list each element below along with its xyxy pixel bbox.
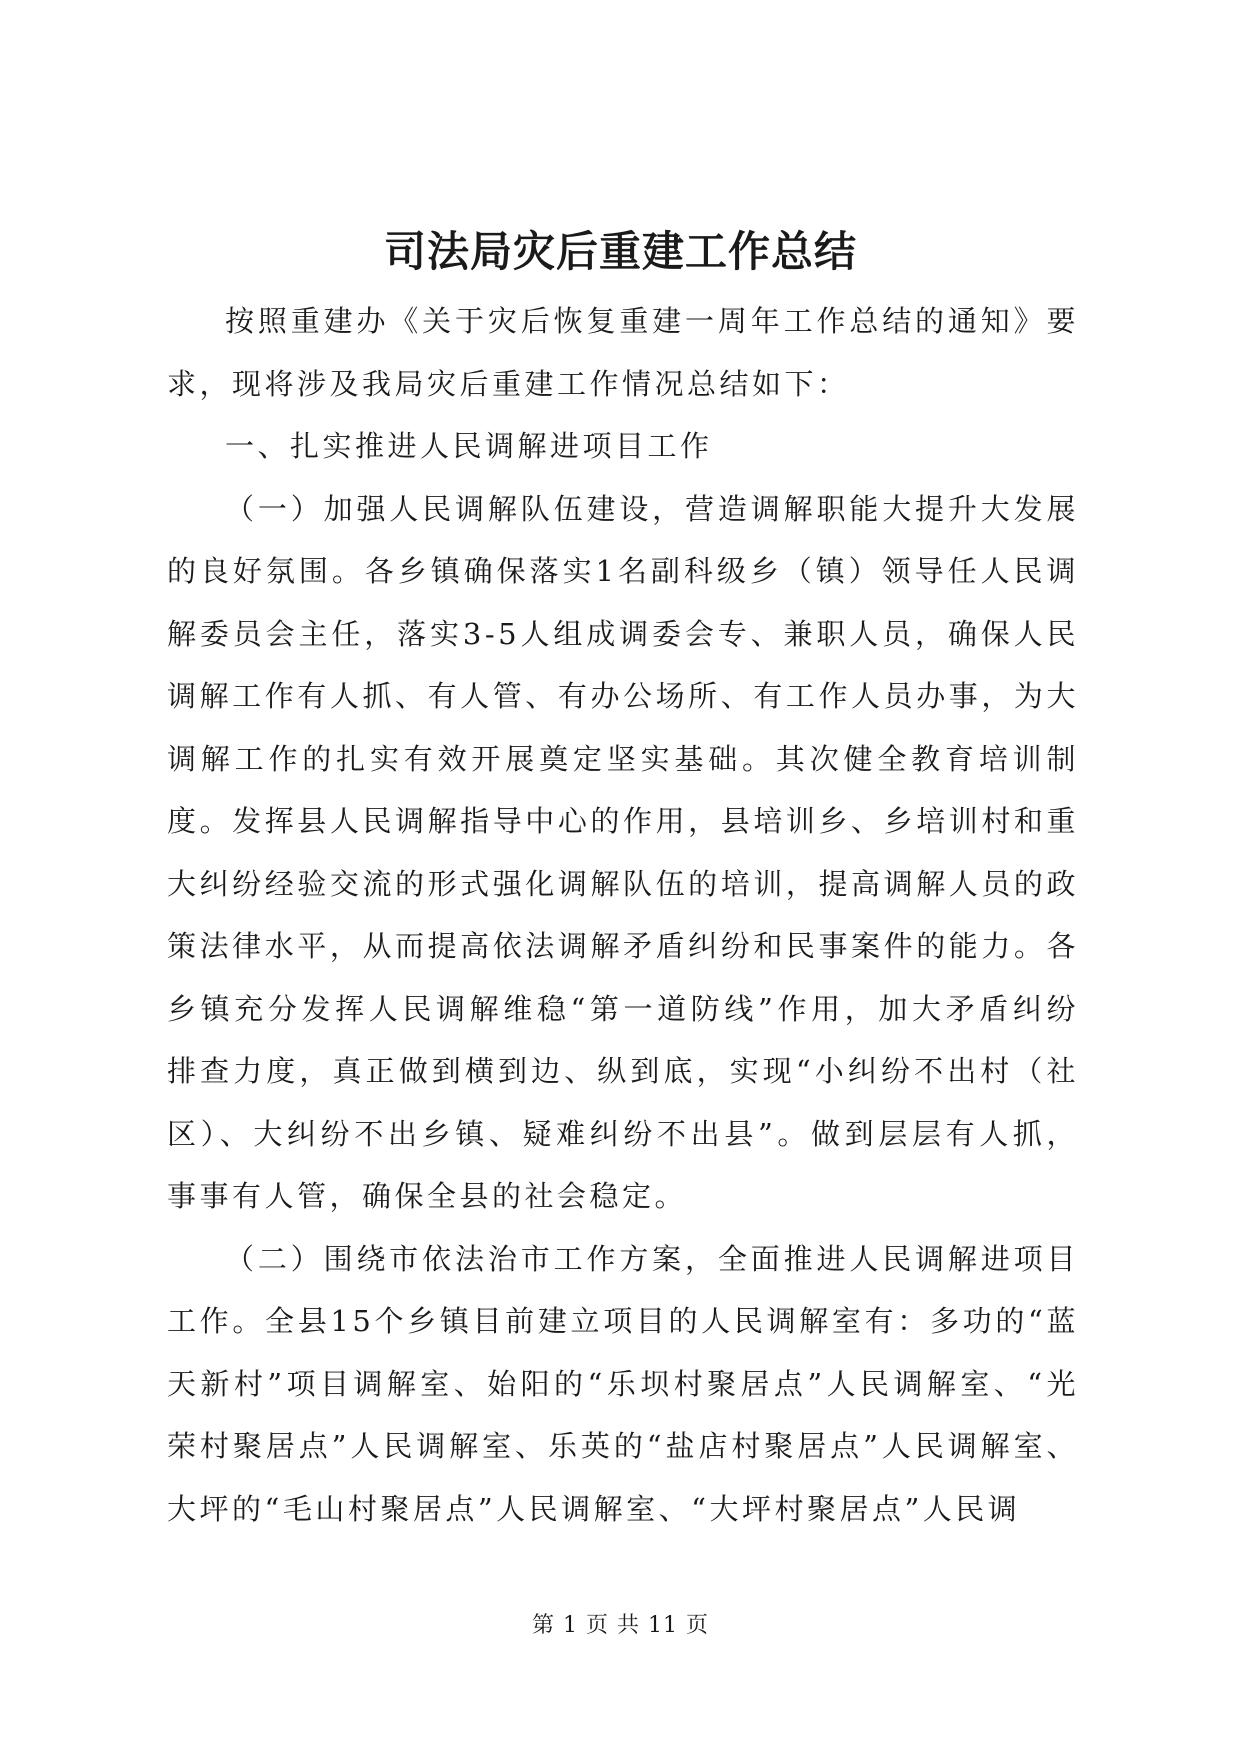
paragraph-2: （二）围绕市依法治市工作方案，全面推进人民调解进项目工作。全县15个乡镇目前建立项目的人民调解室有：多功的“蓝天新村”项目调解室、始阳的“乐坝村聚居点”人民调解室、“光荣村聚居点”人民调解室、乐英的“盐店村聚居点”人民调解室、大坪的“毛山村聚居点”人民调解室、“大坪村聚居点”人民调 (167, 1241, 1079, 1526)
page-number-footer: 第 1 页 共 11 页 (532, 1613, 709, 1638)
document-body (167, 290, 1079, 1540)
document-title: 司法局灾后重建工作总结 (383, 227, 857, 276)
paragraph-1: （一）加强人民调解队伍建设，营造调解职能大提升大发展的良好氛围。各乡镇确保落实1名副科级乡（镇）领导任人民调解委员会主任，落实3-5人组成调委会专、兼职人员，确保人民调解工作有人抓、有人管、有办公场所、有工作人员办事，为大调解工作的扎实有效开展奠定坚实基础。其次健全教育培训制度。发挥县人民调解指导中心的作用，县培训乡、乡培训村和重大纠纷经验交流的形式强化调解队伍的培训，提高调解人员的政策法律水平，从而提高依法调解矛盾纠纷和民事案件的能力。各乡镇充分发挥人民调解维稳“第一道防线”作用，加大矛盾纠纷排查力度，真正做到横到边、纵到底，实现“小纠纷不出村（社区）、大纠纷不出乡镇、疑难纠纷不出县”。做到层层有人抓，事事有人管，确保全县的社会稳定。 (167, 491, 1079, 1213)
paragraph-intro: 按照重建办《关于灾后恢复重建一周年工作总结的通知》要求，现将涉及我局灾后重建工作情况总结如下： (167, 304, 1079, 401)
section-heading-1: 一、扎实推进人民调解进项目工作 (225, 429, 713, 463)
